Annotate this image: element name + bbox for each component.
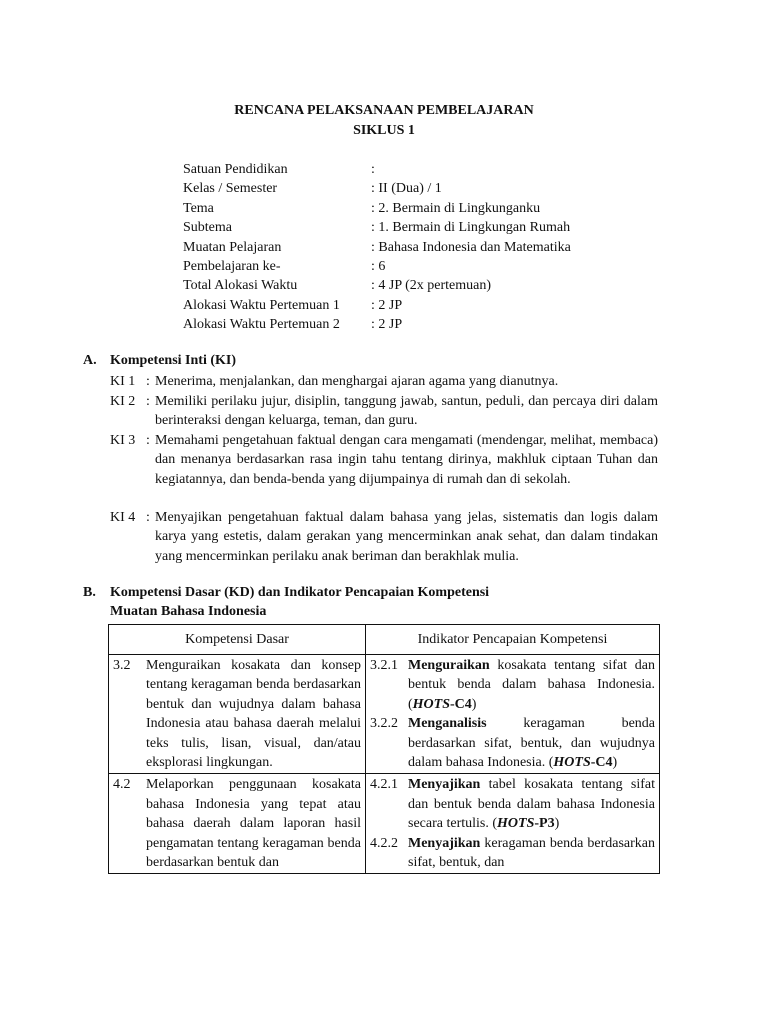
info-row: Pembelajaran ke- : 6 <box>183 258 386 274</box>
section-b-subheading: Muatan Bahasa Indonesia <box>110 604 267 619</box>
column-header: Indikator Pencapaian Kompetensi <box>366 625 660 655</box>
document-subtitle: SIKLUS 1 <box>353 123 415 138</box>
document-page: RENCANA PELAKSANAAN PEMBELAJARAN SIKLUS 1 Satuan Pendidikan : Kelas / Semester : II (Dua) / 1 Tema : 2. Bermain di Lingkunganku Subtema : 1. Bermain di Lingkungan Rumah Muatan Pelajaran : Bahasa Indonesia dan Matematika Pembelajaran ke- : 6 Total Alokasi Waktu : 4 JP (2x pertemuan) Alokasi Waktu Pertemuan 1 : 2 JP Alokasi Waktu Pertemuan 2 : 2 JP A. Kompetensi Inti (KI) KI 1 : Menerima, menjalankan, dan menghargai ajaran agama yang dianutnya. KI 2 : Memiliki perilaku jujur, disiplin, tanggung jawab, santun, peduli, dan percaya diri dalam berinteraksi dengan keluarga, teman, dan guru. KI 3 : Memahami pengetahuan faktual dengan cara mengamati (mendengar, melihat, membaca) dan menanya berdasarkan rasa ingin tahu tentang dirinya, makhluk ciptaan Tuhan dan kegiatannya, dan benda-benda yang dijumpainya di rumah dan di sekolah. KI 4 : Menyajikan pengetahuan faktual dalam bahasa yang jelas, sistematis dan logis dalam karya yang estetis, dalam gerakan yang mencerminkan anak sehat, dan dalam tindakan yang mencerminkan perilaku anak beriman dan berakhlak mulia. B. Kompetensi Dasar (KD) dan Indikator Pencapaian Kompetensi Muatan Bahasa Indonesia Kompetensi Dasar Indikator Pencapaian Kompetensi 3.2 Menguraikan kosakata dan konsep tentang keragaman benda berdasarkan bentuk dan wujudnya dalam bahasa Indonesia atau bahasa daerah melalui teks tulis, lisan, visual, dan/atau eksplorasi lingkungan. 3.2.1 Menguraikan kosakata tentang sifat dan bentuk benda dalam bahasa Indonesia. (HOTS-C4) 3.2.2 Menganalisis keragaman benda berdasarkan sifat, bentuk, dan wujudnya dalam bahasa Indonesia. (HOTS-C4) 4.2 Melaporkan penggunaan kosakata bahasa Indonesia yang tepat atau bahasa daerah dalam laporan hasil pengamatan tentang keragaman benda berdasarkan bentuk dan 4.2.1 Menyajikan tabel kosakata tentang sifat dan bentuk benda dalam bahasa Indonesia secara tertulis. (HOTS-P3) 4.2.2 Menyajikan keragaman benda berdasarkan sifat, bentuk, dan <box>0 0 768 1024</box>
indicator-cell <box>366 774 659 873</box>
ki-item: KI 4 : Menyajikan pengetahuan faktual dalam bahasa yang jelas, sistematis dan logis dalam karya yang estetis, dalam gerakan yang mencerminkan anak sehat, dan dalam tindakan yang mencerminkan perilaku anak beriman dan berakhlak mulia. <box>110 510 658 564</box>
kd-indicator-table <box>108 624 660 874</box>
info-row: Satuan Pendidikan : <box>183 162 375 177</box>
indicator-item: 3.2.2 Menganalisis keragaman benda berdasarkan sifat, bentuk, dan wujudnya dalam bahasa Indonesia. (HOTS-C4) <box>370 716 655 771</box>
info-row: Alokasi Waktu Pertemuan 1 : 2 JP <box>183 297 403 313</box>
info-block <box>183 160 643 335</box>
info-row: Total Alokasi Waktu : 4 JP (2x pertemuan) <box>183 278 492 294</box>
info-row: Tema : 2. Bermain di Lingkunganku <box>183 200 541 216</box>
table-header-row <box>109 625 660 655</box>
info-row: Alokasi Waktu Pertemuan 2 : 2 JP <box>183 317 403 333</box>
indicator-item: 4.2.1 Menyajikan tabel kosakata tentang sifat dan bentuk benda dalam bahasa Indonesia secara tertulis. (HOTS-P3) <box>370 777 655 832</box>
kd-cell: 3.2 Menguraikan kosakata dan konsep tentang keragaman benda berdasarkan bentuk dan wujudnya dalam bahasa Indonesia atau bahasa daerah melalui teks tulis, lisan, visual, dan/atau eksplorasi lingkungan. <box>113 658 361 771</box>
table-row <box>109 774 660 874</box>
kd-cell: 4.2 Melaporkan penggunaan kosakata bahasa Indonesia yang tepat atau bahasa daerah dalam laporan hasil pengamatan tentang keragaman benda berdasarkan bentuk dan <box>113 777 361 871</box>
ki-item: KI 2 : Memiliki perilaku jujur, disiplin, tanggung jawab, santun, peduli, dan percaya diri dalam berinteraksi dengan keluarga, teman, dan guru. <box>110 394 658 429</box>
indicator-cell <box>366 655 659 773</box>
table-row <box>109 655 660 774</box>
ki-item: KI 1 : Menerima, menjalankan, dan menghargai ajaran agama yang dianutnya. <box>110 374 559 389</box>
info-row: Muatan Pelajaran : Bahasa Indonesia dan Matematika <box>183 239 571 255</box>
column-header: Kompetensi Dasar <box>109 625 366 655</box>
indicator-item: 4.2.2 Menyajikan keragaman benda berdasarkan sifat, bentuk, dan <box>370 835 655 871</box>
info-row: Kelas / Semester : II (Dua) / 1 <box>183 181 442 197</box>
info-row: Subtema : 1. Bermain di Lingkungan Rumah <box>183 220 571 236</box>
document-title: RENCANA PELAKSANAAN PEMBELAJARAN <box>234 103 534 118</box>
ki-item: KI 3 : Memahami pengetahuan faktual dengan cara mengamati (mendengar, melihat, membaca) dan menanya berdasarkan rasa ingin tahu tentang dirinya, makhluk ciptaan Tuhan dan kegiatannya, dan benda-benda yang dijumpainya di rumah dan di sekolah. <box>110 433 658 487</box>
indicator-item: 3.2.1 Menguraikan kosakata tentang sifat dan bentuk benda dalam bahasa Indonesia. (HOTS-C4) <box>370 658 655 712</box>
